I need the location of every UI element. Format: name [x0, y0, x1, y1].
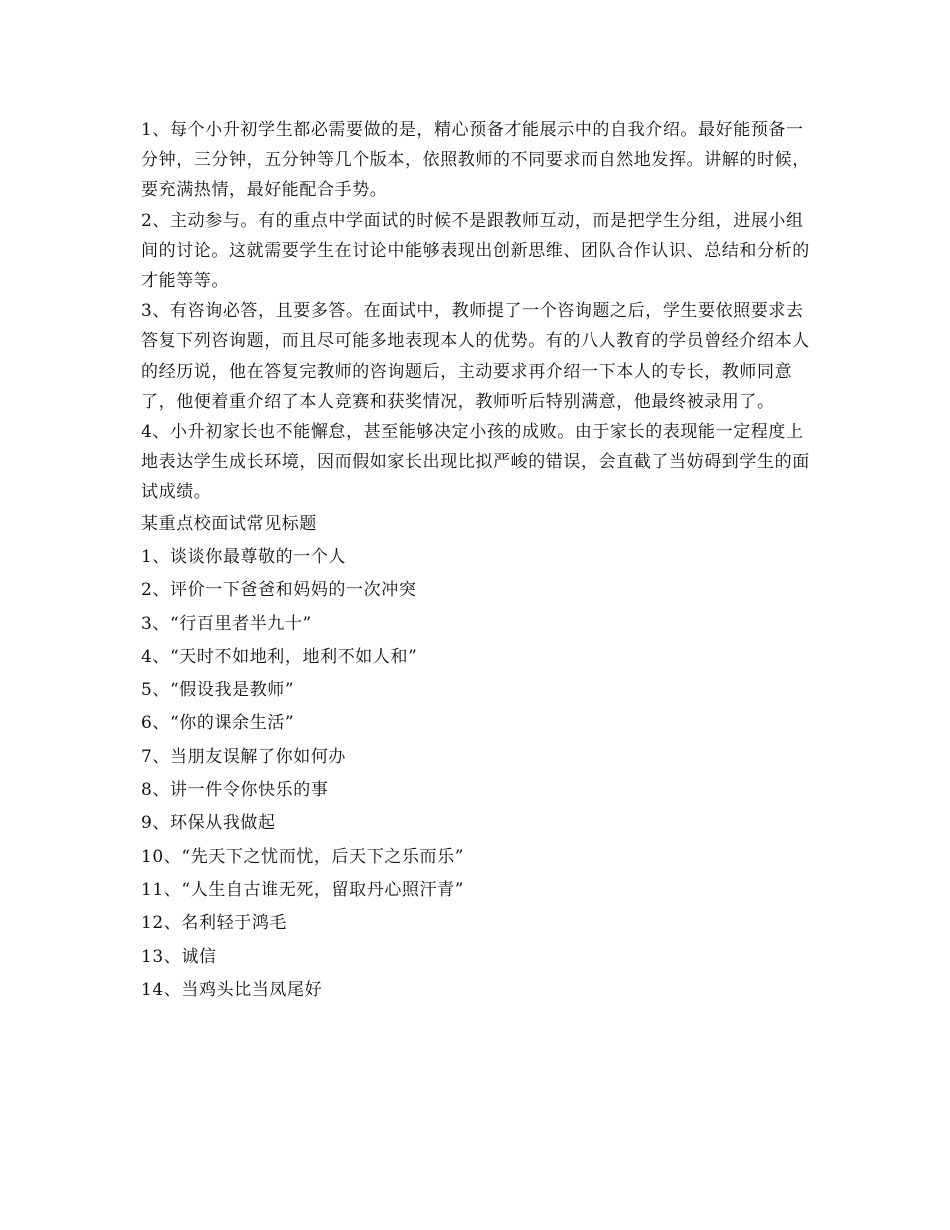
topic-item: 12、名利轻于鸿毛 [141, 913, 288, 934]
topic-item: 6、“你的课余生活” [141, 713, 295, 734]
topic-item: 7、当朋友误解了你如何办 [141, 746, 347, 767]
document-body [141, 115, 821, 1007]
topic-list [141, 541, 821, 1007]
paragraph-3: 3、有咨询必答，且要多答。在面试中，教师提了一个咨询题之后，学生要依照要求去答复下列咨询题，而且尽可能多地表现本人的优势。有的八人教育的学员曾经介绍本人的经历说，他在答复完教师的咨询题后，主动要求再介绍一下本人的专长，教师同意了，他便着重介绍了本人竞赛和获奖情况，教师听后特别满意，他最终被录用了。 [141, 301, 810, 412]
topic-item: 1、谈谈你最尊敬的一个人 [141, 546, 347, 567]
topic-item: 13、诚信 [141, 946, 217, 967]
topic-item: 5、“假设我是教师” [141, 680, 295, 701]
paragraph-4: 4、小升初家长也不能懈怠，甚至能够决定小孩的成败。由于家长的表现能一定程度上地表达学生成长环境，因而假如家长出现比拟严峻的错误，会直截了当妨碍到学生的面试成绩。 [141, 422, 810, 503]
topic-item: 3、“行百里者半九十” [141, 613, 312, 634]
paragraph-1: 1、每个小升初学生都必需要做的是，精心预备才能展示中的自我介绍。最好能预备一分钟，三分钟，五分钟等几个版本，依照教师的不同要求而自然地发挥。讲解的时候，要充满热情，最好能配合手势。 [141, 120, 810, 201]
topic-item: 8、讲一件令你快乐的事 [141, 780, 329, 801]
section-title: 某重点校面试常见标题 [141, 513, 317, 534]
topic-item: 10、“先天下之忧而忧，后天下之乐而乐” [141, 846, 465, 867]
topic-item: 2、评价一下爸爸和妈妈的一次冲突 [141, 580, 417, 601]
topic-item: 4、“天时不如地利，地利不如人和” [141, 646, 418, 667]
topic-item: 9、环保从我做起 [141, 813, 276, 834]
topic-item: 11、“人生自古谁无死，留取丹心照汗青” [141, 879, 465, 900]
paragraph-2: 2、主动参与。有的重点中学面试的时候不是跟教师互动，而是把学生分组，进展小组间的讨论。这就需要学生在讨论中能够表现出创新思维、团队合作认识、总结和分析的才能等等。 [141, 210, 810, 292]
topic-item: 14、当鸡头比当凤尾好 [141, 979, 323, 1000]
